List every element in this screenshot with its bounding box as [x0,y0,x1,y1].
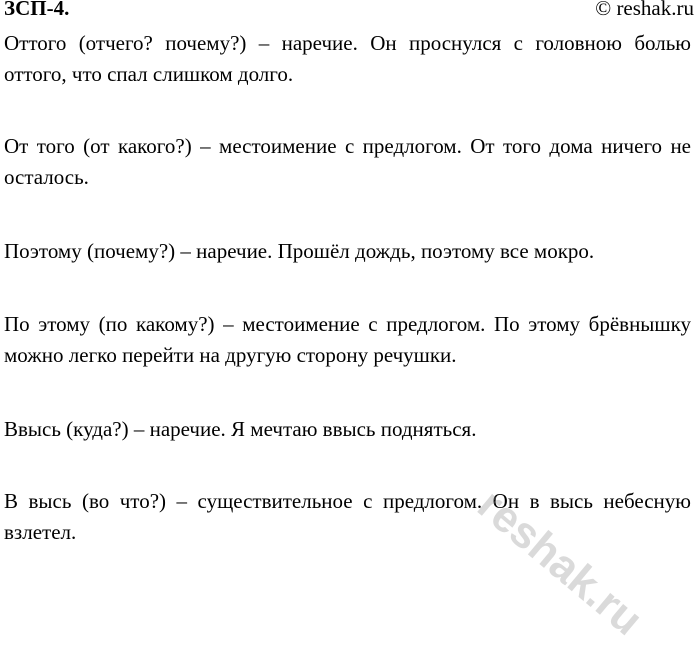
source-label: © reshak.ru [595,0,694,20]
paragraph-po-etomu: По этому (по какому?) – местоимение с предлогом. По этому брёвнышку можно легко перейти на другую сторону речушки. [4,312,691,367]
paragraph-vvys: Ввысь (куда?) – наречие. Я мечтаю ввысь подняться. [4,417,477,441]
watermark-logo: reshak.ru [468,480,652,645]
paragraph-v-vys: В высь (во что?) – существительное с предлогом. Он в высь небесную взлетел. [4,489,691,544]
exercise-title: ЗСП-4. [4,0,70,20]
page-header [4,0,694,20]
paragraph-poetomu: Поэтому (почему?) – наречие. Прошёл дождь, поэтому все мокро. [4,239,595,263]
paragraph-ottogo: Оттого (отчего? почему?) – наречие. Он проснулся с головною болью оттого, что спал слишком долго. [4,31,691,86]
paragraph-ot-togo: От того (от какого?) – местоимение с предлогом. От того дома ничего не осталось. [4,134,691,189]
